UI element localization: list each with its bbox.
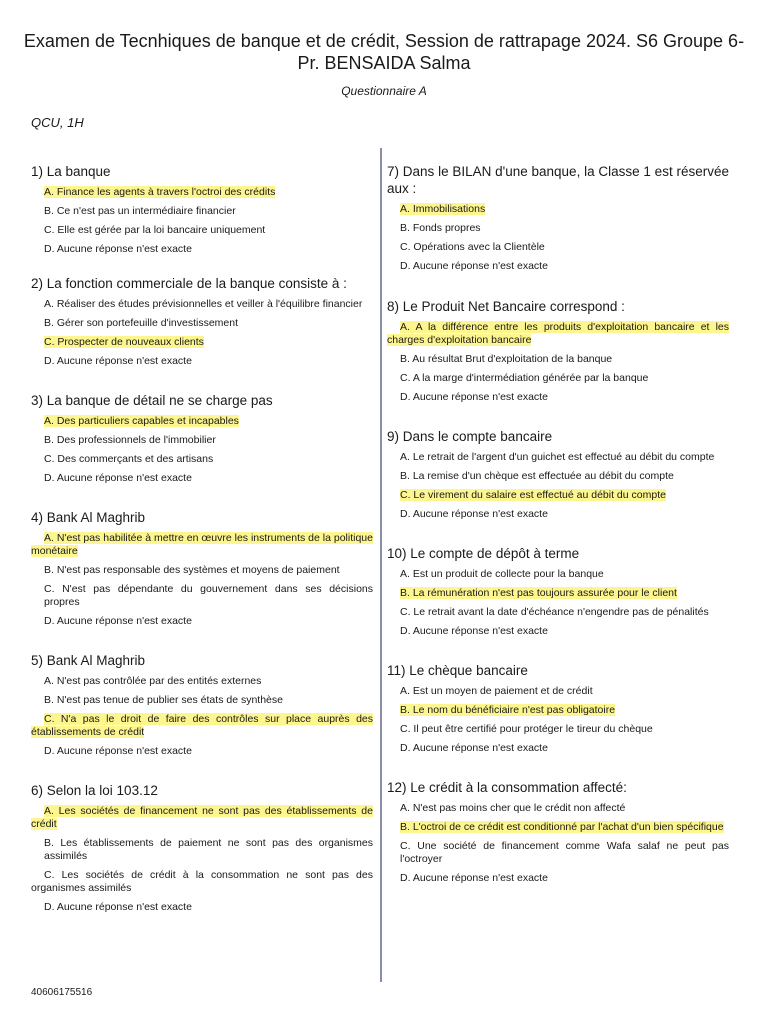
answer-option <box>31 694 373 707</box>
answer-option <box>387 451 729 464</box>
answer-option-text: B. N'est pas tenue de publier ses états de synthèse <box>44 694 283 706</box>
answer-option-text: C. Le virement du salaire est effectué au débit du compte <box>400 489 666 501</box>
answer-option-text: A. Est un produit de collecte pour la banque <box>400 568 604 580</box>
answer-option-text: D. Aucune réponse n'est exacte <box>44 615 192 627</box>
question-title: 1) La banque <box>31 164 111 179</box>
answer-option-text: D. Aucune réponse n'est exacte <box>400 625 548 637</box>
answer-option-text: A. N'est pas contrôlée par des entités externes <box>44 675 262 687</box>
answer-option-text: C. Les sociétés de crédit à la consommation ne sont pas des organismes assimilés <box>31 869 373 894</box>
answer-option <box>31 434 373 447</box>
question-title: 4) Bank Al Maghrib <box>31 510 146 525</box>
answer-options <box>387 203 729 273</box>
answer-option-text: B. Gérer son portefeuille d'investissement <box>44 317 239 329</box>
answer-option <box>387 723 729 736</box>
questionnaire-label: Questionnaire A <box>341 84 427 98</box>
answer-options <box>387 451 729 521</box>
answer-option-text: B. Les établissements de paiement ne sont pas des organismes assimilés <box>44 837 373 862</box>
answer-option-text: A. Immobilisations <box>400 203 486 215</box>
answer-option-text: D. Aucune réponse n'est exacte <box>400 391 548 403</box>
answer-option <box>387 391 729 404</box>
answer-option-text: D. Aucune réponse n'est exacte <box>400 872 548 884</box>
answer-options <box>31 186 373 256</box>
answer-option-highlighted <box>387 321 729 347</box>
answer-options <box>387 802 729 885</box>
answer-option <box>387 625 729 638</box>
answer-option <box>31 298 373 311</box>
answer-option <box>31 675 373 688</box>
answer-option <box>31 869 373 895</box>
answer-option <box>31 615 373 628</box>
question-block <box>387 428 729 521</box>
question-block <box>387 298 729 404</box>
answer-option <box>31 355 373 368</box>
answer-option-text: C. Une société de financement comme Wafa salaf ne peut pas l'octroyer <box>400 840 729 865</box>
answer-options <box>31 298 373 368</box>
answer-option <box>31 745 373 758</box>
answer-option-text: D. Aucune réponse n'est exacte <box>400 260 548 272</box>
answer-option-text: B. Au résultat Brut d'exploitation de la banque <box>400 353 613 365</box>
answer-option-text: B. Le nom du bénéficiaire n'est pas obligatoire <box>400 704 616 716</box>
answer-option <box>387 260 729 273</box>
question-title: 10) Le compte de dépôt à terme <box>387 546 580 561</box>
question-block <box>387 779 729 885</box>
question-block <box>387 545 729 638</box>
answer-options <box>387 568 729 638</box>
answer-option-text: A. Est un moyen de paiement et de crédit <box>400 685 593 697</box>
document-id: 40606175516 <box>31 987 93 998</box>
answer-option-text: C. Prospecter de nouveaux clients <box>44 336 204 348</box>
answer-option-text: A. N'est pas moins cher que le crédit non affecté <box>400 802 626 814</box>
answer-option-text: C. Il peut être certifié pour protéger le tireur du chèque <box>400 723 653 735</box>
answer-option-text: D. Aucune réponse n'est exacte <box>44 901 192 913</box>
answer-option-highlighted <box>387 489 729 502</box>
answer-option-highlighted <box>387 587 729 600</box>
answer-option-text: B. Ce n'est pas un intermédiaire financier <box>44 205 236 217</box>
answer-option-text: A. Des particuliers capables et incapables <box>44 415 239 427</box>
answer-option <box>31 583 373 609</box>
answer-option-text: B. Fonds propres <box>400 222 481 234</box>
answer-option-highlighted <box>31 713 373 739</box>
question-title: 9) Dans le compte bancaire <box>387 429 553 444</box>
answer-option <box>387 508 729 521</box>
answer-option-text: D. Aucune réponse n'est exacte <box>44 745 192 757</box>
question-title: 11) Le chèque bancaire <box>387 663 528 678</box>
question-block <box>31 163 373 256</box>
answer-options <box>31 675 373 758</box>
question-block <box>31 782 373 914</box>
answer-option-highlighted <box>387 821 729 834</box>
answer-option-text: D. Aucune réponse n'est exacte <box>400 508 548 520</box>
answer-option-text: B. La remise d'un chèque est effectuée au débit du compte <box>400 470 674 482</box>
answer-option <box>387 568 729 581</box>
answer-option-text: A. Finance les agents à travers l'octroi des crédits <box>44 186 276 198</box>
answer-option-highlighted <box>387 704 729 717</box>
question-title: 8) Le Produit Net Bancaire correspond : <box>387 299 625 314</box>
answer-option-text: A. Le retrait de l'argent d'un guichet est effectué au débit du compte <box>400 451 715 463</box>
answer-option-text: C. N'est pas dépendante du gouvernement dans ses décisions propres <box>44 583 373 608</box>
answer-option-text: B. La rémunération n'est pas toujours assurée pour le client <box>400 587 677 599</box>
question-title: 6) Selon la loi 103.12 <box>31 783 158 798</box>
question-block <box>387 163 729 273</box>
answer-option <box>31 453 373 466</box>
question-block <box>31 392 373 485</box>
answer-option <box>387 742 729 755</box>
answer-option <box>31 205 373 218</box>
answer-options <box>387 321 729 404</box>
answer-option-text: B. Des professionnels de l'immobilier <box>44 434 216 446</box>
answer-option <box>31 564 373 577</box>
answer-option-text: A. Réaliser des études prévisionnelles et veiller à l'équilibre financier <box>44 298 363 310</box>
answer-option <box>31 901 373 914</box>
answer-options <box>31 532 373 628</box>
answer-option-text: A. Les sociétés de financement ne sont pas des établissements de crédit <box>31 805 373 830</box>
answer-option <box>387 802 729 815</box>
question-title: 7) Dans le BILAN d'une banque, la Classe 1 est réservée aux : <box>387 164 729 196</box>
answer-option <box>387 222 729 235</box>
answer-option-highlighted <box>31 805 373 831</box>
exam-format-label: QCU, 1H <box>31 115 84 130</box>
answer-option <box>387 685 729 698</box>
answer-option <box>31 243 373 256</box>
question-block <box>31 652 373 758</box>
column-divider <box>380 148 382 982</box>
answer-option-text: C. Des commerçants et des artisans <box>44 453 214 465</box>
answer-option <box>387 241 729 254</box>
question-block <box>31 275 373 368</box>
answer-option-highlighted <box>31 186 373 199</box>
answer-option-text: C. Elle est gérée par la loi bancaire uniquement <box>44 224 266 236</box>
answer-option-text: A. A la différence entre les produits d'exploitation bancaire et les charges d'exploitation bancaire <box>387 321 729 346</box>
answer-option <box>31 472 373 485</box>
question-title: 3) La banque de détail ne se charge pas <box>31 393 273 408</box>
answer-options <box>387 685 729 755</box>
answer-option-highlighted <box>31 415 373 428</box>
answer-option <box>31 224 373 237</box>
question-block <box>387 662 729 755</box>
question-title: 12) Le crédit à la consommation affecté: <box>387 780 627 795</box>
answer-option-text: D. Aucune réponse n'est exacte <box>44 243 192 255</box>
answer-option-text: C. Le retrait avant la date d'échéance n'engendre pas de pénalités <box>400 606 709 618</box>
answer-option-text: C. A la marge d'intermédiation générée par la banque <box>400 372 649 384</box>
answer-option-highlighted <box>387 203 729 216</box>
right-column <box>387 163 729 891</box>
answer-options <box>31 805 373 914</box>
answer-option-text: C. Opérations avec la Clientèle <box>400 241 545 253</box>
answer-option <box>31 317 373 330</box>
left-column <box>31 163 373 920</box>
answer-option <box>387 470 729 483</box>
answer-option-highlighted <box>31 532 373 558</box>
answer-options <box>31 415 373 485</box>
answer-option <box>387 606 729 619</box>
answer-option-highlighted <box>31 336 373 349</box>
answer-option-text: C. N'a pas le droit de faire des contrôles sur place auprès des établissements de crédit <box>31 713 373 738</box>
answer-option-text: D. Aucune réponse n'est exacte <box>400 742 548 754</box>
answer-option-text: D. Aucune réponse n'est exacte <box>44 472 192 484</box>
answer-option-text: B. L'octroi de ce crédit est conditionné par l'achat d'un bien spécifique <box>400 821 724 833</box>
answer-option <box>31 837 373 863</box>
question-block <box>31 509 373 628</box>
answer-option-text: A. N'est pas habilitée à mettre en œuvre les instruments de la politique monétaire <box>31 532 373 557</box>
answer-option <box>387 353 729 366</box>
question-title: 2) La fonction commerciale de la banque consiste à : <box>31 276 347 291</box>
answer-option <box>387 372 729 385</box>
answer-option <box>387 840 729 866</box>
question-title: 5) Bank Al Maghrib <box>31 653 146 668</box>
exam-title: Examen de Tecnhiques de banque et de crédit, Session de rattrapage 2024. S6 Groupe 6- Pr. BENSAIDA Salma <box>23 31 745 73</box>
answer-option-text: B. N'est pas responsable des systèmes et moyens de paiement <box>44 564 340 576</box>
answer-option-text: D. Aucune réponse n'est exacte <box>44 355 192 367</box>
answer-option <box>387 872 729 885</box>
